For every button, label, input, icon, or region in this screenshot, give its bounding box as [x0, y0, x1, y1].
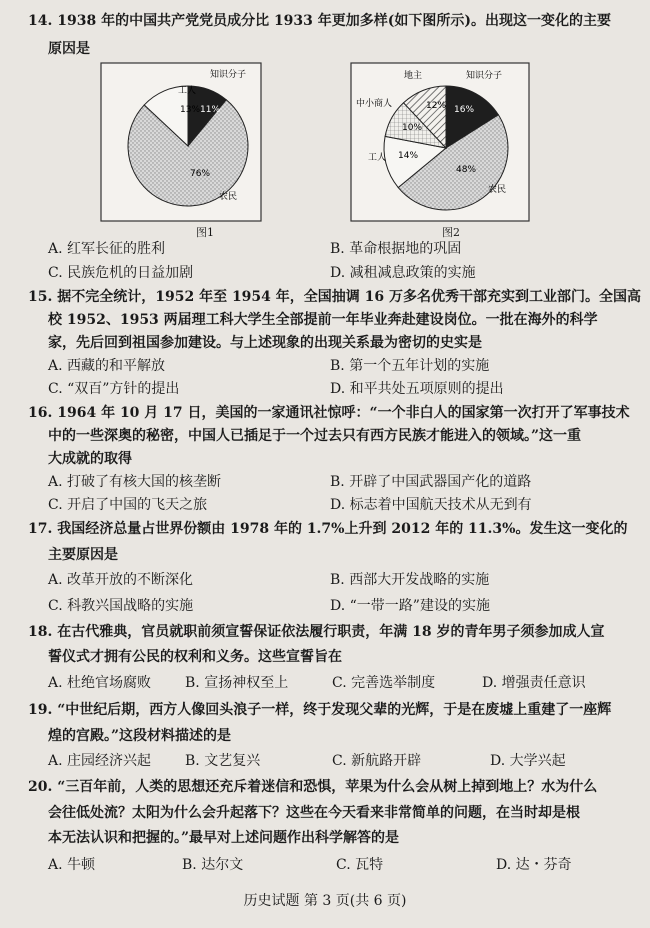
q19-line1: 19. “中世纪后期，西方人像回头浪子一样，终于发现父辈的光辉，于是在废墟上重建了一座辉	[28, 702, 612, 718]
q20-option-b[interactable]: B. 达尔文	[182, 857, 244, 873]
q18-line2: 誓仪式才拥有公民的权利和义务。这些宣誓旨在	[48, 649, 342, 665]
q19-option-b[interactable]: B. 文艺复兴	[185, 753, 261, 769]
q19-option-c[interactable]: C. 新航路开辟	[332, 753, 422, 769]
figure-2-chart	[350, 62, 530, 222]
q14-line1: 14. 1938 年的中国共产党党员成分比 1933 年更加多样(如下图所示)。出现这一变化的主要	[28, 13, 612, 29]
page-footer: 历史试题 第 3 页(共 6 页)	[243, 893, 407, 909]
q15-line1: 15. 据不完全统计，1952 年至 1954 年，全国抽调 16 万多名优秀干部充实到工业部门。全国高	[28, 289, 642, 305]
q16-option-a[interactable]: A. 打破了有核大国的核垄断	[48, 474, 222, 490]
fig1-label-intellectuals: 知识分子	[210, 70, 247, 80]
q17-option-d[interactable]: D. “一带一路”建设的实施	[330, 598, 490, 614]
fig2-pct-intellectuals: 16%	[454, 105, 475, 115]
q14-option-d[interactable]: D. 减租减息政策的实施	[330, 265, 476, 281]
q19-option-a[interactable]: A. 庄园经济兴起	[48, 753, 152, 769]
q18-option-c[interactable]: C. 完善选举制度	[332, 675, 436, 691]
q15-line2: 校 1952、1953 两届理工科大学生全部提前一年毕业奔赴建设岗位。一批在海外的科学	[48, 312, 598, 328]
figure-2	[350, 62, 530, 222]
fig2-label-intellectuals: 知识分子	[466, 71, 503, 81]
q17-line2: 主要原因是	[48, 547, 118, 563]
fig1-pct-farmers: 76%	[190, 169, 211, 179]
q18-line1: 18. 在古代雅典，官员就职前须宣誓保证依法履行职责，年满 18 岁的青年男子须参加成人宣	[28, 624, 605, 640]
fig2-pct-landlords: 12%	[426, 101, 447, 111]
figure-2-caption: 图2	[442, 226, 460, 239]
q17-option-b[interactable]: B. 西部大开发战略的实施	[330, 572, 490, 588]
q15-option-a[interactable]: A. 西藏的和平解放	[48, 358, 166, 374]
fig2-label-landlords: 地主	[404, 71, 423, 81]
figure-1-chart	[100, 62, 262, 222]
figure-1-pie	[128, 86, 248, 206]
fig2-pct-workers: 14%	[398, 151, 419, 161]
fig2-label-merchants: 中小商人	[356, 99, 393, 109]
figure-1	[100, 62, 262, 222]
figure-1-caption: 图1	[196, 226, 214, 239]
q15-line3: 家，先后回到祖国参加建设。与上述现象的出现关系最为密切的史实是	[48, 335, 482, 351]
fig1-pct-intellectuals: 11%	[200, 105, 221, 115]
q20-line1: 20. “三百年前，人类的思想还充斥着迷信和恐惧，苹果为什么会从树上掉到地上？水为什么	[28, 779, 598, 795]
fig2-pct-farmers: 48%	[456, 165, 477, 175]
q16-option-c[interactable]: C. 开启了中国的飞天之旅	[48, 497, 208, 513]
q14-option-b[interactable]: B. 革命根据地的巩固	[330, 241, 462, 257]
q20-option-c[interactable]: C. 瓦特	[336, 857, 384, 873]
q17-option-c[interactable]: C. 科教兴国战略的实施	[48, 598, 194, 614]
q20-line2: 会往低处流？太阳为什么会升起落下？这些在今天看来非常简单的问题，在当时却是根	[48, 805, 580, 821]
fig2-label-workers: 工人	[368, 153, 387, 163]
q15-option-d[interactable]: D. 和平共处五项原则的提出	[330, 381, 504, 397]
q20-option-a[interactable]: A. 牛顿	[48, 857, 96, 873]
q14-option-c[interactable]: C. 民族危机的日益加剧	[48, 265, 194, 281]
q16-option-d[interactable]: D. 标志着中国航天技术从无到有	[330, 497, 532, 513]
q19-option-d[interactable]: D. 大学兴起	[490, 753, 566, 769]
q20-line3: 本无法认识和把握的。”最早对上述问题作出科学解答的是	[48, 830, 400, 846]
fig1-pct-workers: 13%	[180, 105, 201, 115]
q18-option-d[interactable]: D. 增强责任意识	[482, 675, 586, 691]
q14-line2: 原因是	[48, 41, 90, 57]
q16-option-b[interactable]: B. 开辟了中国武器国产化的道路	[330, 474, 532, 490]
q15-option-c[interactable]: C. “双百”方针的提出	[48, 381, 180, 397]
fig1-label-farmers: 农民	[219, 192, 238, 202]
q16-line1: 16. 1964 年 10 月 17 日，美国的一家通讯社惊呼：“一个非白人的国家第一次打开了军事技术	[28, 405, 630, 421]
q17-option-a[interactable]: A. 改革开放的不断深化	[48, 572, 194, 588]
q18-option-a[interactable]: A. 杜绝官场腐败	[48, 675, 152, 691]
q16-line2: 中的一些深奥的秘密，中国人已插足于一个过去只有西方民族才能进入的领域。”这一重	[48, 428, 582, 444]
q16-line3: 大成就的取得	[48, 451, 132, 467]
q18-option-b[interactable]: B. 宣扬神权至上	[185, 675, 289, 691]
q17-line1: 17. 我国经济总量占世界份额由 1978 年的 1.7%上升到 2012 年的 11.3%。发生这一变化的	[28, 521, 628, 537]
fig2-label-farmers: 农民	[488, 185, 507, 195]
q15-option-b[interactable]: B. 第一个五年计划的实施	[330, 358, 490, 374]
fig2-pct-merchants: 10%	[402, 123, 423, 133]
q20-option-d[interactable]: D. 达・芬奇	[496, 857, 572, 873]
fig1-label-workers: 工人	[178, 86, 197, 96]
q14-option-a[interactable]: A. 红军长征的胜利	[48, 241, 166, 257]
q19-line2: 煌的宫殿。”这段材料描述的是	[48, 728, 232, 744]
